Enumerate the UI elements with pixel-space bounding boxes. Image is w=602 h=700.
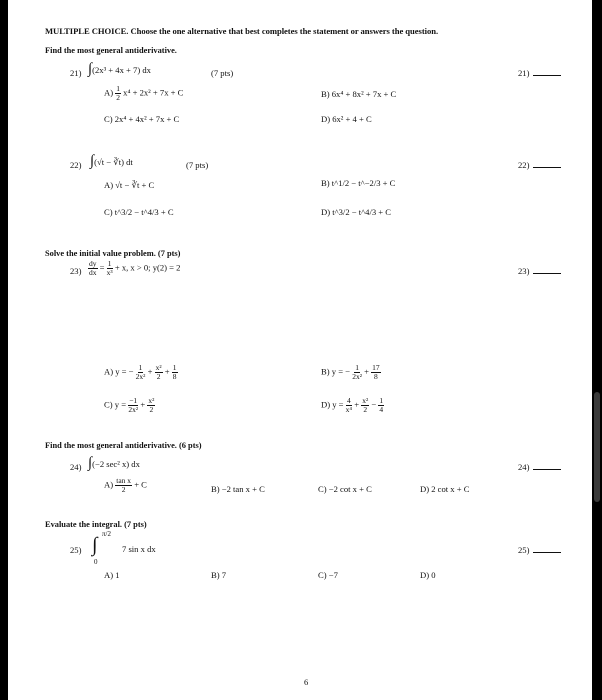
document-page	[8, 0, 592, 700]
choice-22-a[interactable]: A) √t − ∛t + C	[104, 180, 155, 190]
question-25-integral-sign: ∫	[92, 534, 98, 556]
answer-blank-24[interactable]: 24)	[518, 462, 561, 472]
choice-23-a[interactable]: A) y = − $\frac{1}{\text{2x²}}$ + $\frac{\text{x²}}{2}$ + $\frac{1}{8}$	[104, 363, 177, 381]
page-number: 6	[304, 677, 309, 687]
choice-25-c[interactable]: C) −7	[318, 570, 338, 580]
question-25-upper-limit: π/2	[102, 530, 111, 538]
choice-24-a[interactable]: A) $\frac{\text{tan x}}{2}$ + C	[104, 476, 147, 494]
choice-21-c[interactable]: C) 2x⁴ + 4x² + 7x + C	[104, 114, 180, 124]
question-22-integral: ∫(√t − ∛t) dt	[90, 153, 133, 169]
question-21-integral: ∫(2x³ + 4x + 7) dx	[88, 61, 151, 77]
question-number-22: 22)	[70, 160, 82, 170]
question-21-points: (7 pts)	[211, 68, 234, 78]
choice-22-c[interactable]: C) t^3/2 − t^4/3 + C	[104, 207, 174, 217]
answer-blank-22[interactable]: 22)	[518, 160, 561, 170]
section-heading-antiderivative: Find the most general antiderivative.	[45, 46, 177, 55]
choice-25-a[interactable]: A) 1	[104, 570, 120, 580]
section-heading-initial-value: Solve the initial value problem. (7 pts)	[45, 249, 181, 258]
answer-blank-21[interactable]: 21)	[518, 68, 561, 78]
question-number-25: 25)	[70, 545, 82, 555]
choice-23-c[interactable]: C) y = $\frac{-1}{\text{2x²}}$ + $\frac{\text{x²}}{2}$	[104, 396, 155, 414]
choice-25-d[interactable]: D) 0	[420, 570, 436, 580]
choice-21-d[interactable]: D) 6x² + 4 + C	[321, 114, 372, 124]
choice-25-b[interactable]: B) 7	[211, 570, 227, 580]
answer-blank-23[interactable]: 23)	[518, 266, 561, 276]
choice-22-d[interactable]: D) t^3/2 − t^4/3 + C	[321, 207, 392, 217]
choice-24-c[interactable]: C) −2 cot x + C	[318, 484, 372, 494]
question-22-points: (7 pts)	[186, 160, 209, 170]
question-number-21: 21)	[70, 68, 82, 78]
choice-22-b[interactable]: B) t^1/2 − t^−2/3 + C	[321, 178, 396, 188]
scrollbar-thumb[interactable]	[594, 392, 600, 502]
choice-24-d[interactable]: D) 2 cot x + C	[420, 484, 470, 494]
answer-blank-25[interactable]: 25)	[518, 545, 561, 555]
question-25-lower-limit: 0	[94, 558, 98, 566]
question-23-equation: $\frac{dy}{dx}$ = $\frac{1}{\text{x³}}$ + x, x > 0; y(2) = 2	[89, 259, 181, 277]
question-number-24: 24)	[70, 462, 82, 472]
question-number-23: 23)	[70, 266, 82, 276]
choice-23-d[interactable]: D) y = $\frac{4}{\text{x⁴}}$ + $\frac{\text{x²}}{2}$ − $\frac{1}{4}$	[321, 396, 384, 414]
section-heading-evaluate: Evaluate the integral. (7 pts)	[45, 520, 147, 529]
choice-21-b[interactable]: B) 6x⁴ + 8x² + 7x + C	[321, 89, 397, 99]
choice-24-b[interactable]: B) −2 tan x + C	[211, 484, 265, 494]
instructions-header: MULTIPLE CHOICE. Choose the one alternative that best completes the statement or answers the question.	[45, 26, 439, 36]
choice-23-b[interactable]: B) y = − $\frac{1}{\text{2x²}}$ + $\frac{17}{8}$	[321, 363, 380, 381]
section-heading-antiderivative-2: Find the most general antiderivative. (6 pts)	[45, 441, 202, 450]
choice-21-a[interactable]: A) $\frac{1}{2}$ x⁴ + 2x² + 7x + C	[104, 84, 184, 102]
question-24-integral: ∫(−2 sec² x) dx	[88, 455, 140, 471]
question-25-integrand: 7 sin x dx	[122, 544, 156, 554]
